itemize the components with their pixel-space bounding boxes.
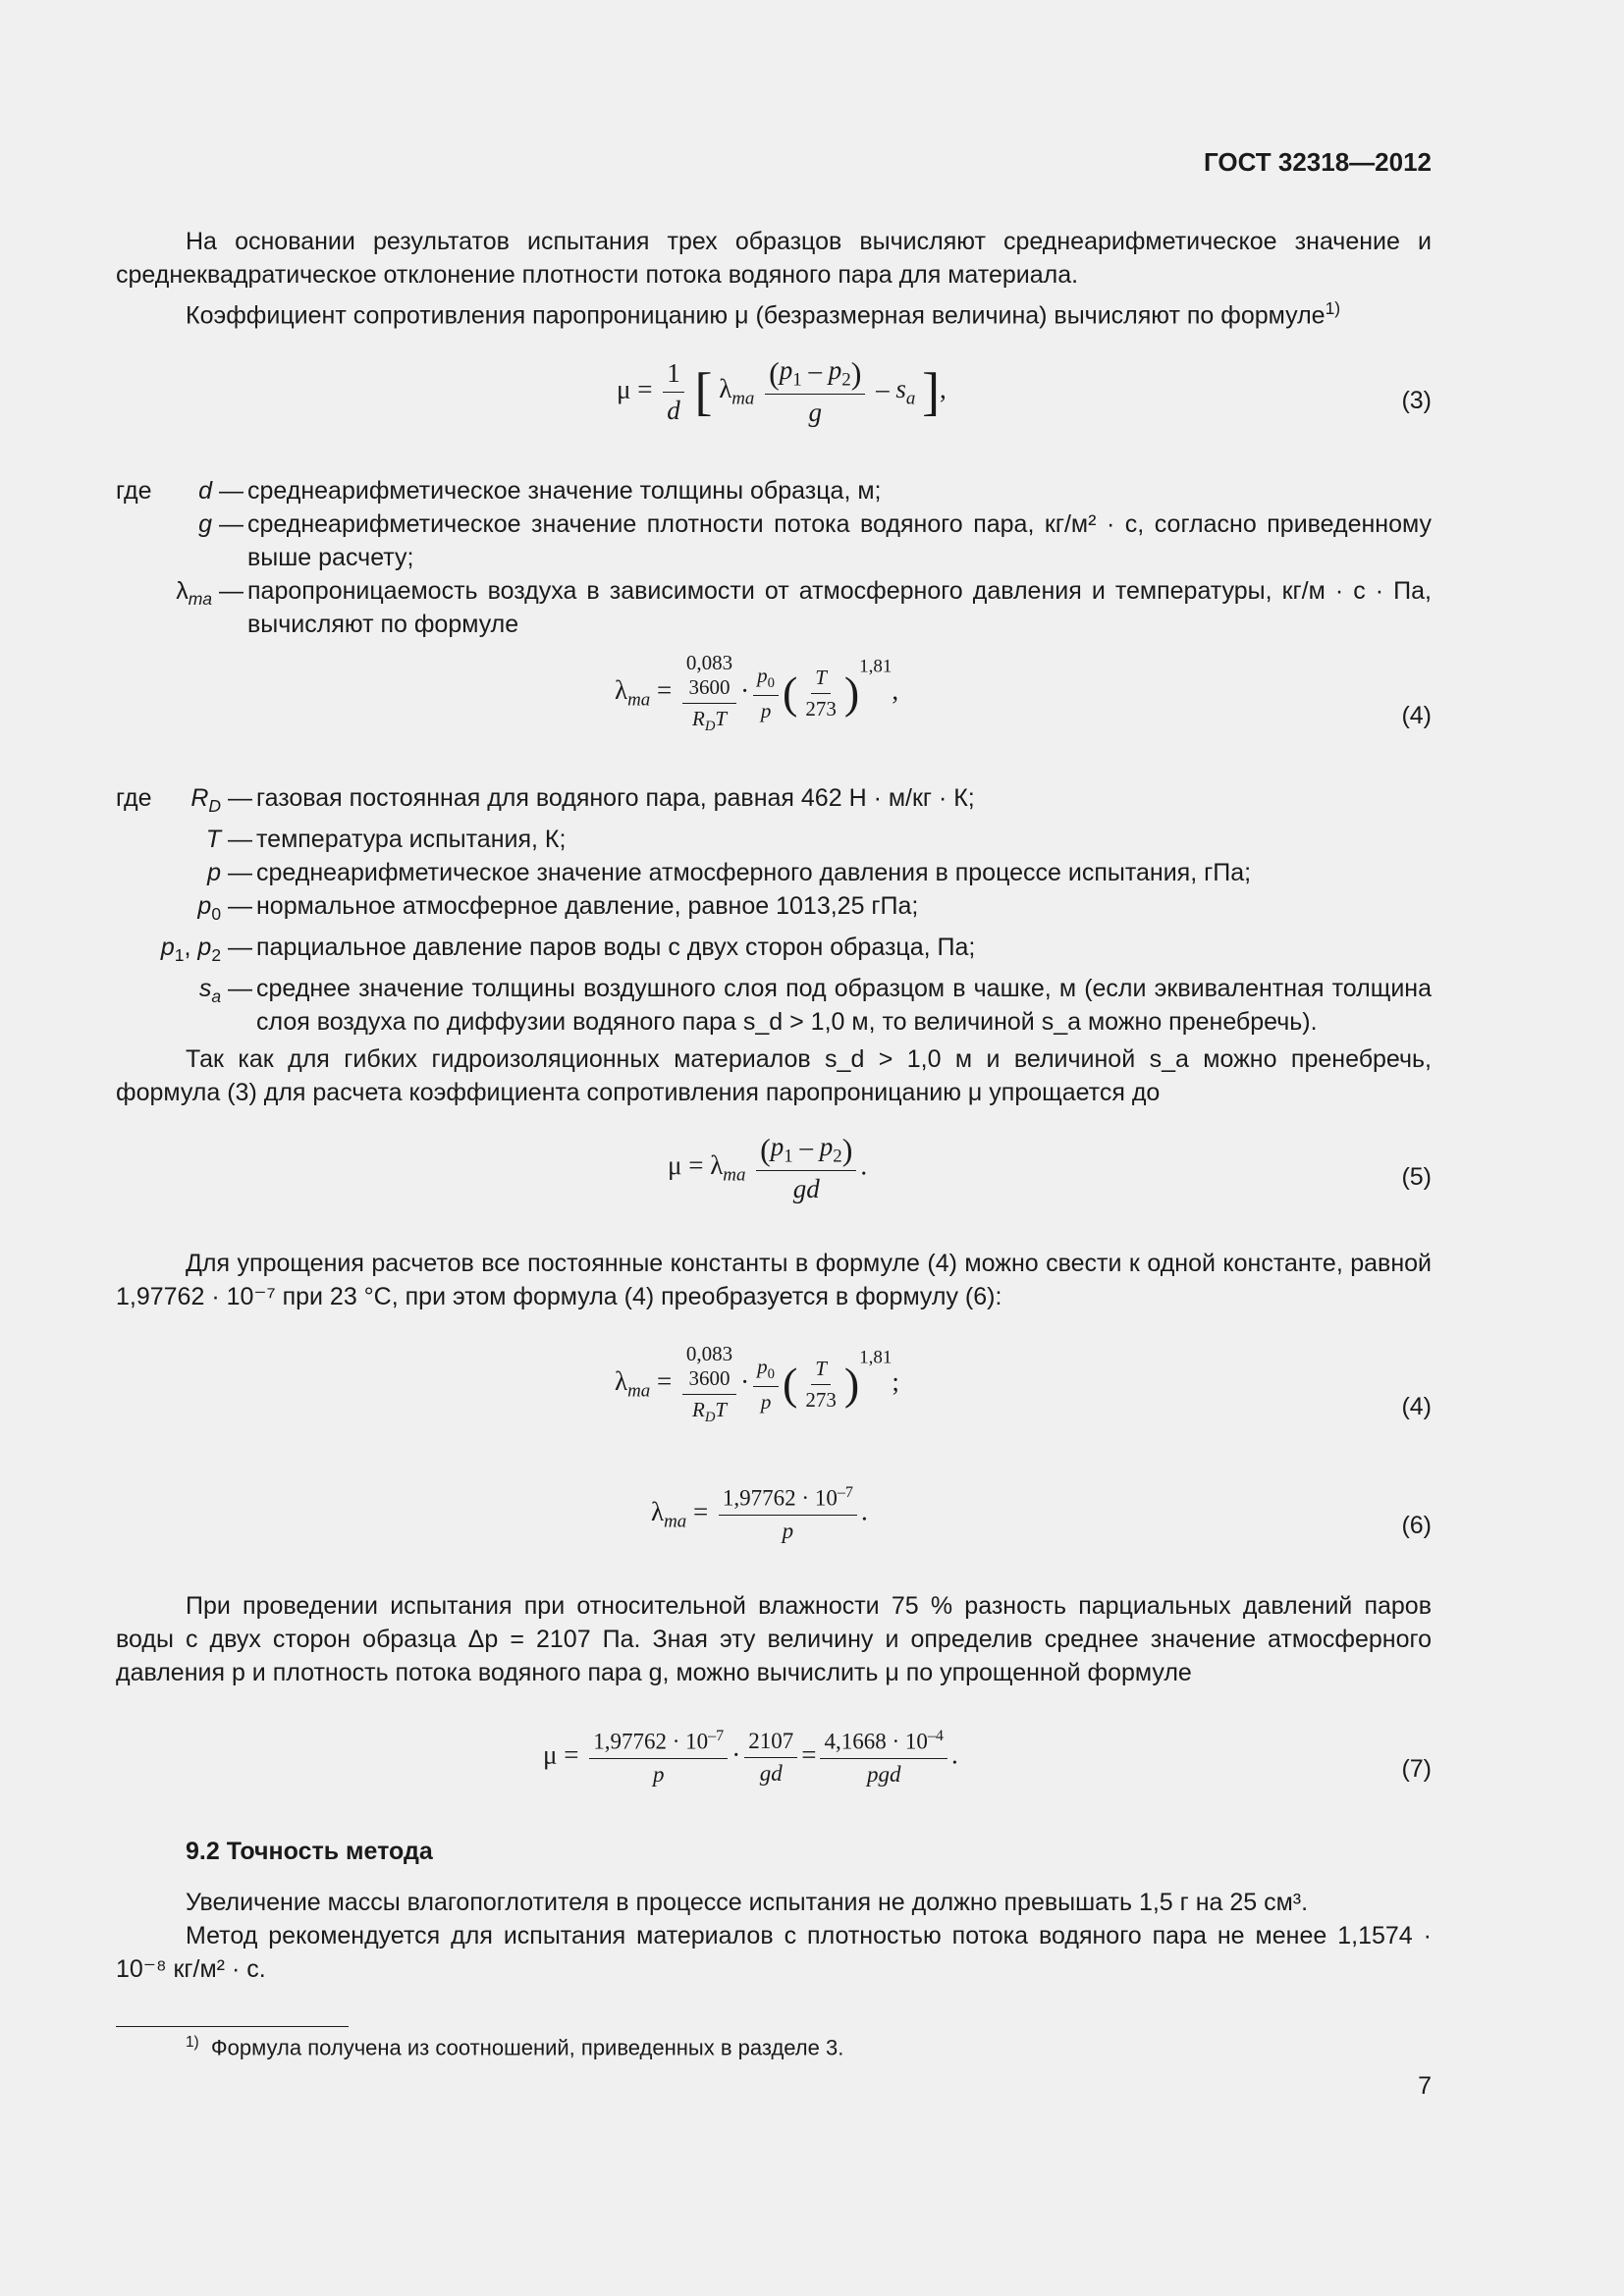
section-heading: 9.2 Точность метода: [186, 1838, 433, 1865]
definition-d: где d — среднеарифметическое значение толщины образца, м;: [116, 477, 882, 505]
definition-t: T — температура испытания, К;: [205, 826, 567, 853]
formula-6: $\lambda_{ma}$ = $\frac{1,97762 \cdot 10^{-7}}{p}$ . (6): [651, 1484, 1432, 1543]
paragraph-results: На основании результатов испытания трех образцов вычисляют среднеарифметическое значение и среднеквадратическое отклонение плотности потока водяного пара для материала.: [116, 228, 1432, 289]
paragraph-method-recommendation: Метод рекомендуется для испытания материалов с плотностью потока водяного пара не менее 1,1574 · 10⁻⁸ кг/м² · с.: [116, 1922, 1432, 1983]
formula-4-repeat: $\lambda_{ma}$ = 0,083 3600 $R_DT$ · $\frac{p_0}{p}$ ( $\frac{T}{273}$ )$^{1,81}$; (4): [615, 1342, 1432, 1426]
equation-number-4b: (4): [1401, 1393, 1432, 1420]
definition-g: g — среднеарифметическое значение плотности потока водяного пара, кг/м² · с, согласно приведенному выше расчету;: [198, 510, 1432, 571]
paragraph-coefficient-text: Коэффициент сопротивления паропроницанию μ (безразмерная величина) вычисляют по формуле: [186, 301, 1326, 330]
formula-3: μ = $\frac{1}{d}$ [ $\lambda_{ma}$ $\frac{(p_1 - p_2)}{g}$ – $s_a$ ], (3): [617, 354, 1432, 428]
definition-p: p — среднеарифметическое значение атмосферного давления в процессе испытания, гПа;: [207, 859, 1252, 886]
footnote-ref: 1): [1325, 298, 1341, 318]
definition-lambda-ma: $\lambda_{ma}$ — паропроницаемость воздуха в зависимости от атмосферного давления и температуры, кг/м · с · Па, вычисляют по формуле: [176, 577, 1432, 638]
paragraph-humidity: При проведении испытания при относительной влажности 75 % разность парциальных давлений паров воды с двух сторон образца Δp = 2107 Па. Зная эту величину и определив среднее значение атмосферного давления p и плотность потока водяного пара g, можно вычислить μ по упрощенной формуле: [116, 1592, 1432, 1686]
document-page: [116, 0, 1432, 2296]
formula-5: $\mu = \lambda_{ma}$ $\frac{(p_1 - p_2)}{gd}$ . (5): [668, 1131, 1432, 1204]
equation-number-5: (5): [1401, 1163, 1432, 1191]
definitions-list-1: [116, 474, 1432, 641]
paragraph-coefficient: [116, 292, 1432, 332]
equation-number-3: (3): [1401, 387, 1432, 414]
footnote-separator: [116, 2026, 349, 2027]
paragraph-constants: Для упрощения расчетов все постоянные константы в формуле (4) можно свести к одной константе, равной 1,97762 · 10⁻⁷ при 23 °С, при этом формула (4) преобразуется в формулу (6):: [116, 1250, 1432, 1310]
standard-number: ГОСТ 32318—2012: [1204, 147, 1432, 177]
equation-number-4a: (4): [1401, 702, 1432, 729]
footnote-text: Формула получена из соотношений, приведенных в разделе 3.: [210, 2035, 844, 2060]
definition-p1-p2: $p_1$, $p_2$ — парциальное давление паров воды с двух сторон образца, Па;: [160, 934, 976, 965]
paragraph-simplification: Так как для гибких гидроизоляционных материалов s_d > 1,0 м и величиной s_a можно пренебречь, формула (3) для расчета коэффициента сопротивления паропроницанию μ упрощается до: [116, 1045, 1432, 1106]
equation-number-7: (7): [1401, 1755, 1432, 1783]
definition-sa: $s_a$ — среднее значение толщины воздушного слоя под образцом в чашке, м (если эквивалентная толщина слоя воздуха по диффузии водяного пара s_d > 1,0 м, то величиной s_a можно пренебречь).: [198, 975, 1432, 1036]
definition-p0: $p_0$ — нормальное атмосферное давление, равное 1013,25 гПа;: [197, 892, 919, 924]
definitions-list-2: [116, 781, 1432, 1039]
formula-4: $\lambda_{ma}$ = 0,083 3600 $R_DT$ · $\frac{p_0}{p}$ ( $\frac{T}{273}$ )$^{1,81}$, (4): [615, 651, 1432, 735]
equation-number-6: (6): [1401, 1512, 1432, 1539]
paragraph-mass-increase: Увеличение массы влагопоглотителя в процессе испытания не должно превышать 1,5 г на 25 см³.: [186, 1889, 1309, 1916]
definition-rd: где $R_D$ — газовая постоянная для водяного пара, равная 462 Н · м/кг · К;: [116, 784, 975, 816]
formula-7: μ = $\frac{1,97762 \cdot 10^{-7}}{p}$ · $\frac{2107}{gd}$ = $\frac{4,1668 \cdot 10^{-4}}{\text{pgd}}$ . (7): [543, 1728, 1432, 1787]
footnote: $^{1)}$ Формула получена из соотношений, приведенных в разделе 3.: [186, 2034, 844, 2060]
page-number: 7: [1418, 2072, 1432, 2100]
